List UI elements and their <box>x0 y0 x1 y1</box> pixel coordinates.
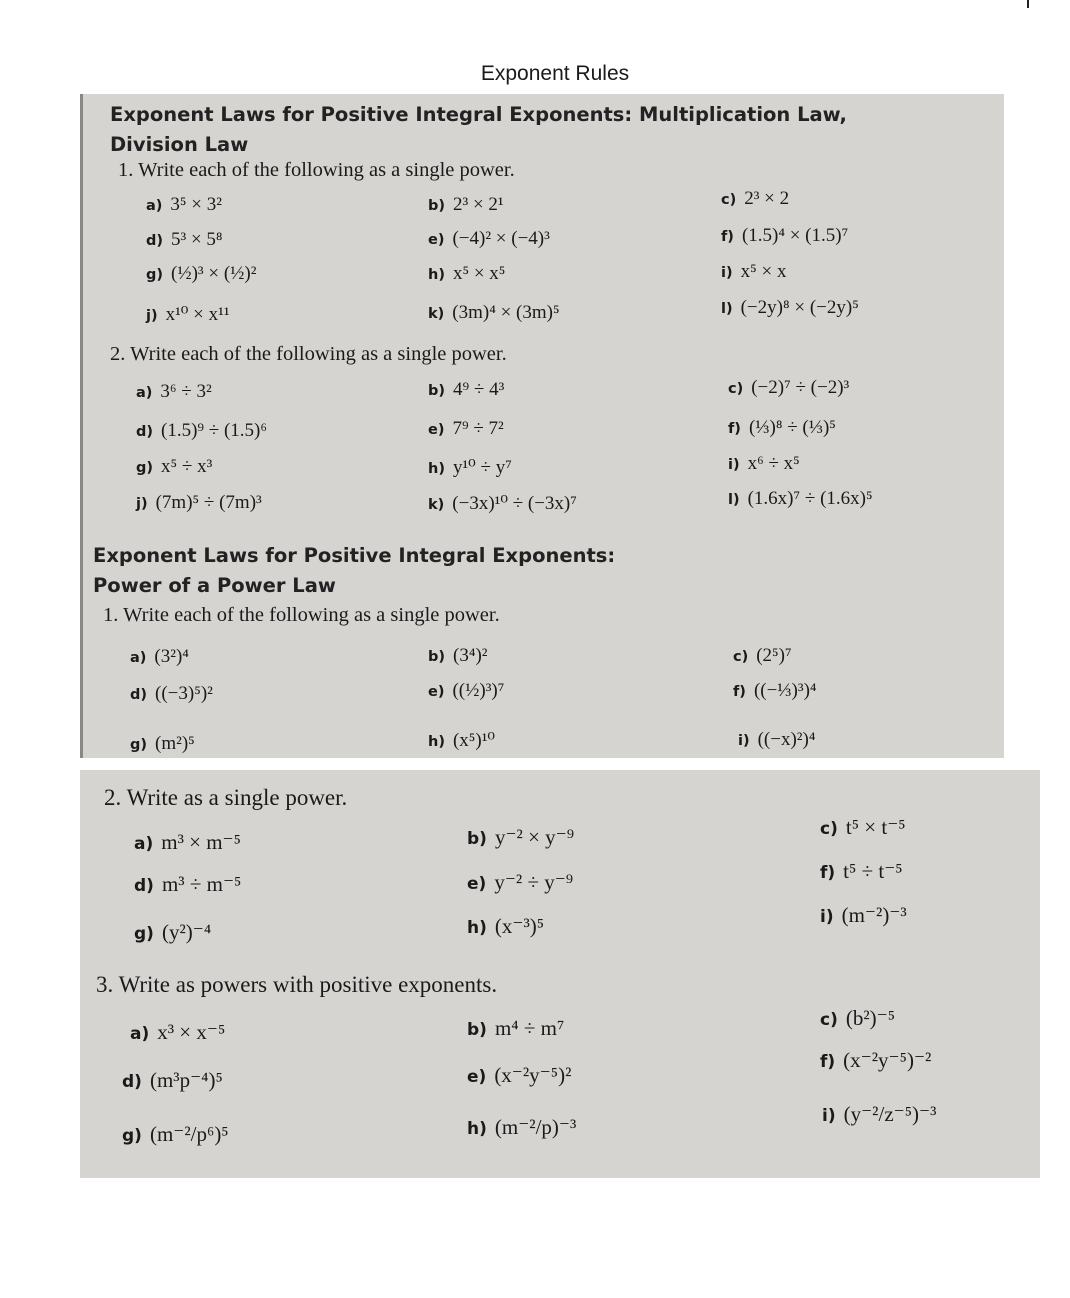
s2q1-item-h <box>428 729 495 752</box>
item-label: d) <box>136 424 154 440</box>
item-label: f) <box>733 684 746 700</box>
s1q1-item-i <box>721 261 786 283</box>
section2-heading-line2: Power of a Power Law <box>93 574 336 597</box>
item-expression: ((½)³)⁷ <box>452 680 505 701</box>
item-label: f) <box>820 863 836 883</box>
item-expression: (⅓)⁸ ÷ (⅓)⁵ <box>748 417 836 438</box>
item-expression: (b²)⁻⁵ <box>845 1006 896 1030</box>
item-label: d) <box>122 1072 142 1092</box>
item-label: h) <box>467 918 487 938</box>
s3q3-item-f <box>820 1048 931 1073</box>
item-expression: 7⁹ ÷ 7² <box>452 418 504 439</box>
section2-heading-line1: Exponent Laws for Positive Integral Exponents: <box>93 544 616 567</box>
item-label: h) <box>428 267 445 283</box>
item-label: g) <box>136 460 154 476</box>
s2q1-item-i <box>738 729 815 751</box>
item-label: a) <box>130 1024 150 1044</box>
s1q2-item-g <box>136 456 212 478</box>
item-label: f) <box>728 421 741 437</box>
item-expression: (3²)⁴ <box>154 646 189 667</box>
s1q2-item-h <box>428 456 512 479</box>
s3q2-item-b <box>467 825 574 850</box>
item-expression: (−2y)⁸ × (−2y)⁵ <box>740 297 859 318</box>
s2q1-item-b <box>428 645 488 667</box>
item-label: d) <box>134 876 154 896</box>
s3q3-item-b <box>467 1016 564 1041</box>
corner-mark <box>1027 0 1029 8</box>
s2q1-item-a <box>130 646 189 668</box>
item-label: k) <box>428 497 445 513</box>
s2q1-item-c <box>733 645 792 667</box>
item-expression: ((−x)²)⁴ <box>757 729 816 750</box>
item-label: d) <box>146 233 164 249</box>
s1q1-item-d <box>146 229 223 251</box>
item-label: a) <box>130 650 147 666</box>
s3q3-item-g <box>122 1122 229 1147</box>
section2-q1-instruction: 1. Write each of the following as a single power. <box>103 604 500 626</box>
item-label: g) <box>146 267 164 283</box>
s2q1-item-g <box>130 733 195 755</box>
item-expression: x³ × x⁻⁵ <box>157 1020 226 1044</box>
item-label: e) <box>428 232 445 248</box>
item-label: f) <box>820 1052 836 1072</box>
item-expression: y⁻² × y⁻⁹ <box>494 825 575 849</box>
item-expression: (½)³ × (½)² <box>171 263 257 284</box>
item-label: c) <box>728 381 744 397</box>
item-label: i) <box>728 457 740 473</box>
page-title: Exponent Rules <box>480 62 630 85</box>
item-label: e) <box>467 1067 487 1087</box>
item-label: e) <box>467 874 487 894</box>
item-expression: x⁶ ÷ x⁵ <box>747 453 800 474</box>
item-expression: (m⁻²/p⁶)⁵ <box>149 1122 229 1146</box>
item-expression: (7m)⁵ ÷ (7m)³ <box>155 492 262 513</box>
s3q2-item-i <box>820 903 907 928</box>
s3q3-item-i <box>822 1102 936 1127</box>
item-expression: (x⁻³)⁵ <box>494 914 545 938</box>
s1q2-item-a <box>136 381 212 403</box>
s1q1-item-g <box>146 263 256 285</box>
s3q2-item-f <box>820 859 903 884</box>
item-expression: m³ × m⁻⁵ <box>161 830 241 854</box>
item-label: g) <box>122 1126 142 1146</box>
item-label: h) <box>428 461 445 477</box>
item-expression: x⁵ × x⁵ <box>452 263 506 284</box>
item-expression: (1.6x)⁷ ÷ (1.6x)⁵ <box>747 488 873 509</box>
item-expression: (3⁴)² <box>453 645 488 666</box>
s3q2-item-d <box>134 872 241 897</box>
s1q2-item-f <box>728 417 836 439</box>
item-label: l) <box>728 492 740 508</box>
s3q3-item-c <box>820 1006 895 1031</box>
s2q1-item-e <box>428 680 504 702</box>
item-expression: 2³ × 2¹ <box>453 194 504 215</box>
s2q1-item-f <box>733 680 817 702</box>
s1q1-item-f <box>721 225 848 247</box>
item-label: h) <box>428 734 445 750</box>
item-label: d) <box>130 687 148 703</box>
s1q1-item-j <box>146 303 230 326</box>
item-expression: (x⁻²y⁻⁵)⁻² <box>843 1048 932 1072</box>
item-expression: 2³ × 2 <box>744 188 790 209</box>
item-expression: (x⁵)¹⁰ <box>452 730 496 751</box>
item-label: c) <box>820 1010 838 1030</box>
s1q2-item-j <box>136 492 262 514</box>
item-label: g) <box>130 737 148 753</box>
item-expression: (x⁻²y⁻⁵)² <box>494 1063 572 1087</box>
item-expression: m⁴ ÷ m⁷ <box>494 1016 565 1040</box>
s1q2-item-c <box>728 377 849 399</box>
section3-q2-instruction: 2. Write as a single power. <box>104 785 348 810</box>
s3q3-item-e <box>467 1063 571 1088</box>
s3q2-item-g <box>134 920 211 945</box>
item-label: c) <box>820 819 838 839</box>
s2q1-item-d <box>130 683 213 705</box>
item-expression: 3⁵ × 3² <box>170 194 222 215</box>
item-label: i) <box>721 265 733 281</box>
s1q1-item-b <box>428 194 504 216</box>
s3q2-item-e <box>467 870 573 895</box>
item-label: c) <box>733 649 749 665</box>
item-label: g) <box>134 924 154 944</box>
item-expression: (2⁵)⁷ <box>756 645 792 666</box>
item-label: b) <box>467 829 487 849</box>
item-label: a) <box>136 385 153 401</box>
item-expression: x⁵ ÷ x³ <box>161 456 213 477</box>
s1q2-item-d <box>136 420 267 442</box>
s3q3-item-a <box>130 1020 225 1045</box>
item-expression: 4⁹ ÷ 4³ <box>453 379 505 400</box>
item-label: i) <box>820 907 834 927</box>
item-label: a) <box>134 834 154 854</box>
item-label: b) <box>428 198 446 214</box>
s3q3-item-h <box>467 1115 576 1140</box>
item-expression: (y²)⁻⁴ <box>161 920 212 944</box>
item-expression: t⁵ × t⁻⁵ <box>845 815 906 839</box>
s1q2-item-i <box>728 453 800 475</box>
item-label: i) <box>738 733 750 749</box>
item-expression: m³ ÷ m⁻⁵ <box>161 872 242 896</box>
s3q2-item-h <box>467 914 544 939</box>
item-label: c) <box>721 192 737 208</box>
s1q1-item-k <box>428 302 560 324</box>
item-label: e) <box>428 422 445 438</box>
item-label: b) <box>428 383 446 399</box>
item-expression: y⁻² ÷ y⁻⁹ <box>494 870 574 894</box>
item-expression: 5³ × 5⁸ <box>171 229 223 250</box>
item-label: l) <box>721 301 733 317</box>
section1-heading-line2: Division Law <box>110 133 249 156</box>
item-expression: t⁵ ÷ t⁻⁵ <box>843 859 903 883</box>
item-label: e) <box>428 684 445 700</box>
item-expression: x¹⁰ × x¹¹ <box>165 304 230 325</box>
item-label: b) <box>467 1020 487 1040</box>
s1q2-item-b <box>428 379 504 401</box>
item-label: j) <box>136 496 148 512</box>
item-label: k) <box>428 306 445 322</box>
s1q2-item-e <box>428 418 504 440</box>
item-expression: (−4)² × (−4)³ <box>452 228 550 249</box>
s1q1-item-e <box>428 228 550 250</box>
s1q2-item-k <box>428 492 577 515</box>
item-label: b) <box>428 649 446 665</box>
s1q1-item-h <box>428 263 505 285</box>
s3q3-item-d <box>122 1068 223 1093</box>
item-expression: (−3x)¹⁰ ÷ (−3x)⁷ <box>452 493 577 514</box>
item-expression: (−2)⁷ ÷ (−2)³ <box>751 377 850 398</box>
s1q1-item-a <box>146 194 222 216</box>
item-expression: y¹⁰ ÷ y⁷ <box>452 457 512 478</box>
section1-heading-line1: Exponent Laws for Positive Integral Exponents: Multiplication Law, <box>110 103 847 126</box>
item-label: h) <box>467 1119 487 1139</box>
s3q2-item-a <box>134 830 241 855</box>
section3-q3-instruction: 3. Write as powers with positive exponents. <box>96 972 498 997</box>
item-expression: x⁵ × x <box>740 261 787 282</box>
item-expression: 3⁶ ÷ 3² <box>160 381 212 402</box>
item-expression: (1.5)⁴ × (1.5)⁷ <box>741 225 849 246</box>
s1q1-item-l <box>721 297 859 319</box>
s1q2-item-l <box>728 488 873 510</box>
item-expression: (m⁻²)⁻³ <box>841 903 907 927</box>
item-expression: ((−⅓)³)⁴ <box>753 680 817 701</box>
item-label: i) <box>822 1106 836 1126</box>
item-expression: (y⁻²/z⁻⁵)⁻³ <box>843 1102 937 1126</box>
s1q1-item-c <box>721 188 789 210</box>
item-label: f) <box>721 229 734 245</box>
item-expression: (m²)⁵ <box>155 733 195 754</box>
s3q2-item-c <box>820 815 906 840</box>
item-label: j) <box>146 308 158 324</box>
item-expression: (m⁻²/p)⁻³ <box>494 1115 577 1139</box>
item-expression: (m³p⁻⁴)⁵ <box>149 1068 223 1092</box>
section1-q2-instruction: 2. Write each of the following as a single power. <box>110 343 507 365</box>
item-expression: (1.5)⁹ ÷ (1.5)⁶ <box>161 420 267 441</box>
item-expression: (3m)⁴ × (3m)⁵ <box>452 302 560 323</box>
section1-q1-instruction: 1. Write each of the following as a single power. <box>118 159 515 181</box>
item-expression: ((−3)⁵)² <box>155 683 213 704</box>
item-label: a) <box>146 198 163 214</box>
